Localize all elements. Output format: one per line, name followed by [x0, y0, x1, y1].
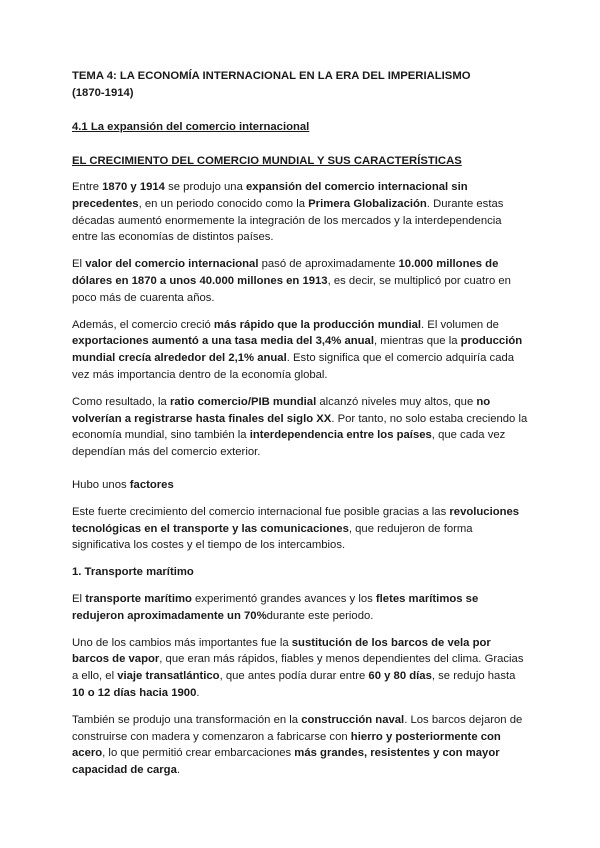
document-page: [72, 68, 528, 779]
paragraph-4: Como resultado, la ratio comercio/PIB mundial alcanzó niveles muy altos, que no volverían a registrarse hasta finales del siglo XX. Por tanto, no solo estaba creciendo la economía mundial, sino también la interdependencia entre los países, que cada vez dependían más del comercio exterior.: [72, 395, 528, 459]
paragraph-9: También se produjo una transformación en la construcción naval. Los barcos dejaron de construirse con madera y comenzaron a fabricarse con hierro y posteriormente con acero, lo que permitió crear embarcaciones más grandes, resistentes y con mayor capacidad de carga.: [72, 713, 523, 777]
section-heading: 4.1 La expansión del comercio internacional: [72, 121, 310, 133]
paragraph-7: El transporte marítimo experimentó grandes avances y los fletes marítimos se redujeron aproximadamente un 70%durante este periodo.: [72, 592, 479, 622]
subsection-heading: 1. Transporte marítimo: [72, 566, 194, 579]
doc-title-line1: TEMA 4: LA ECONOMÍA INTERNACIONAL EN LA ERA DEL IMPERIALISMO: [72, 70, 471, 82]
paragraph-5: Hubo unos factores: [72, 478, 174, 491]
paragraph-2: El valor del comercio internacional pasó de aproximadamente 10.000 millones de dólares en 1870 a unos 40.000 millones en 1913, es decir, se multiplicó por cuatro en poco más de cuarenta años.: [72, 258, 511, 304]
paragraph-1: Entre 1870 y 1914 se produjo una expansión del comercio internacional sin precedentes, en un periodo conocido como la Primera Globalización. Durante estas décadas aumentó enormemente la integración de los mercados y la interdependencia entre las economías de distintos países.: [72, 181, 504, 244]
paragraph-6: Este fuerte crecimiento del comercio internacional fue posible gracias a las revoluciones tecnológicas en el transporte y las comunicaciones, que redujeron de forma significativa los costes y el tiempo de los intercambios.: [72, 505, 520, 552]
doc-title-line2: (1870-1914): [72, 86, 134, 99]
paragraph-3: Además, el comercio creció más rápido que la producción mundial. El volumen de exportaciones aumentó a una tasa media del 3,4% anual, mientras que la producción mundial crecía alrededor del 2,1% anual. Esto significa que el comercio adquiría cada vez más importancia dentro de la economía global.: [72, 318, 523, 381]
paragraph-8: Uno de los cambios más importantes fue la sustitución de los barcos de vela por barcos de vapor, que eran más rápidos, fiables y menos dependientes del clima. Gracias a ello, el viaje transatlántico, que antes podía durar entre 60 y 80 días, se redujo hasta 10 o 12 días hacia 1900.: [72, 636, 524, 699]
topic-heading: EL CRECIMIENTO DEL COMERCIO MUNDIAL Y SUS CARACTERÍSTICAS: [72, 154, 462, 167]
